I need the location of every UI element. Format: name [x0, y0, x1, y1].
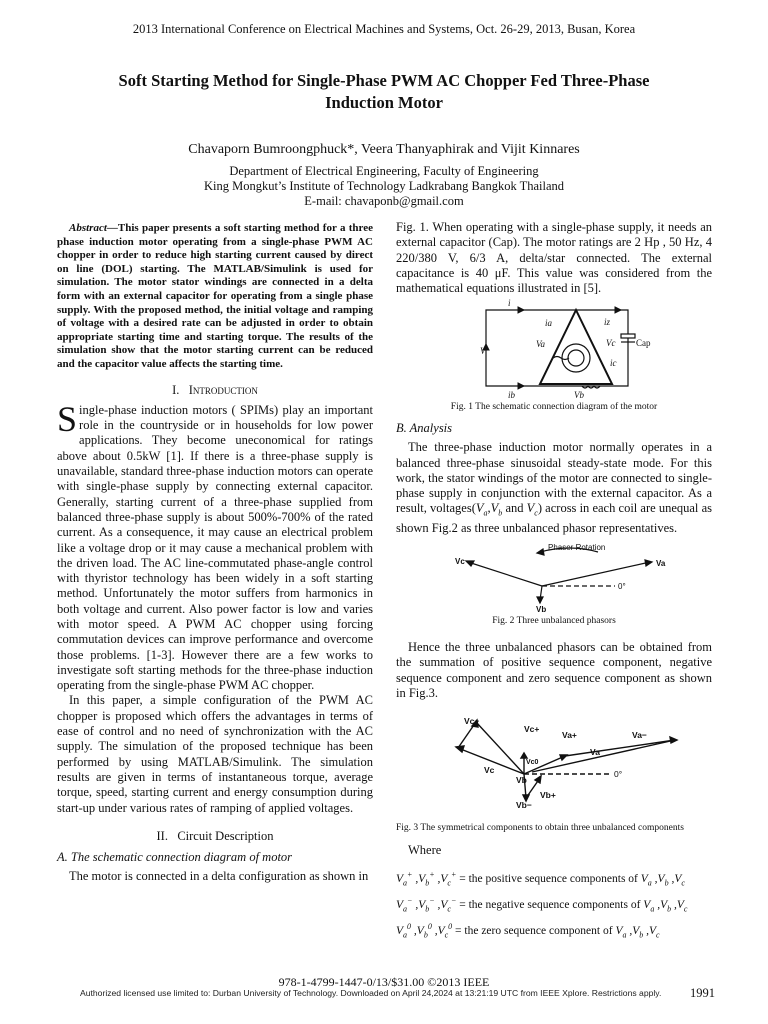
- fig2-label-va: Va: [656, 559, 666, 568]
- email[interactable]: E-mail: chavaponb@gmail.com: [304, 194, 464, 208]
- affiliation: [0, 164, 768, 209]
- fig3-va: Va: [590, 747, 600, 757]
- fig1-label-ia: ia: [545, 318, 553, 328]
- affil-line-1: Department of Electrical Engineering, Faculty of Engineering: [229, 164, 539, 178]
- subsection-a: A. The schematic connection diagram of motor: [57, 850, 293, 865]
- figure-1-caption: Fig. 1 The schematic connection diagram of the motor: [450, 402, 658, 412]
- abstract-text: This paper presents a soft starting method for a three phase induction motor operating from a single-phase PWM AC chopper in order to reduce high starting current caused by direct on line (DOL) starting. The MATLAB/Simulink is used for simulation. The motor stator windings are connected in a delta form with an external capacitor for operating from a single phase supply. With the proposed method, the initial voltage and ramping of voltage with a desired rate can be adjusted in order to obtain appropriate starting time and starting torque. The results of the simulation show that the motor starting current can be reduced and the capacitor value affects the starting time.: [57, 222, 373, 370]
- fig3-va-pos: Va+: [562, 730, 577, 740]
- motor-circle: [562, 344, 590, 372]
- affil-line-2: King Mongkut’s Institute of Technology Ladkrabang Bangkok Thailand: [203, 179, 565, 193]
- section-heading-circuit: II. Circuit Description: [156, 828, 274, 843]
- fig3-vc: Vc: [484, 765, 495, 775]
- fig2-phaser-rotation: Phaser Rotation: [548, 543, 606, 552]
- right-paragraph-3: Hence the three unbalanced phasors can be obtained from the summation of positive sequence component, negative sequence component and zero sequence component as shown in Fig.3.: [396, 640, 712, 700]
- fig1-label-ic: ic: [610, 358, 617, 368]
- title-line-1: Soft Starting Method for Single-Phase PWM AC Chopper Fed Three-Phase: [118, 71, 650, 90]
- paper-title: [60, 70, 708, 114]
- figure-3-symmetrical: [440, 710, 710, 820]
- footer-license: Authorized licensed use limited to: Durban University of Technology. Downloaded on April 24,2024 at 13:21:19 UTC from IEEE Xplore. Restrictions apply.: [80, 988, 662, 998]
- right-paragraph-2: The three-phase induction motor normally operates in a balanced three-phase sinusoidal steady-state mode. For this work, the stator windings of the motor are connected to single-phase supply in conjunction with the external capacitor. As a result, $voltages(V_a,V_b$ and $V_c$) across in each coil are unequal as shown Fig.2 as three unbalanced phasor representatives.: [396, 440, 712, 536]
- fig3-vb: Vb: [516, 775, 527, 785]
- page-number: 1991: [690, 986, 715, 1000]
- drop-cap: S: [57, 398, 78, 439]
- fig1-label-v: V: [480, 346, 486, 356]
- fig3-va-neg: Va−: [632, 730, 647, 740]
- fig1-label-vb: Vb: [574, 390, 584, 400]
- fig1-label-cap: Cap: [636, 338, 651, 348]
- right-column-analysis: [396, 421, 712, 537]
- authors: Chavaporn Bumroongphuck*, Veera Thanyaphirak and Vijit Kinnares: [188, 142, 580, 157]
- section-heading-intro: I. Introduction: [172, 382, 258, 397]
- where-label: Where: [408, 843, 442, 857]
- fig3-vb-pos: Vb+: [540, 790, 556, 800]
- fig3-zero: 0°: [614, 769, 623, 779]
- fig3-vc0: Vc0: [526, 759, 539, 766]
- figure-3-caption: Fig. 3 The symmetrical components to obtain three unbalanced components: [396, 823, 684, 833]
- right-paragraph-1: Fig. 1. When operating with a single-phase supply, it needs an external capacitor (Cap). The motor ratings are 2 Hp , 50 Hz, 4 220/380 V, 6/3 A, delta/star connected. The external capacitance is 40 μF. This value was considered from the mathematical equations illustrated in [5].: [396, 220, 712, 296]
- fig2-label-vb: Vb: [536, 605, 547, 614]
- conference-header: 2013 International Conference on Electrical Machines and Systems, Oct. 26-29, 2013, Busan, Korea: [132, 22, 636, 36]
- fig2-label-vc: Vc: [455, 557, 465, 566]
- fig1-label-vc: Vc: [606, 338, 616, 348]
- fig1-label-i: i: [508, 298, 511, 308]
- fig3-vb-neg: Vb−: [516, 800, 532, 810]
- figure-2-caption: Fig. 2 Three unbalanced phasors: [492, 616, 616, 626]
- intro-paragraph-1: Single-phase induction motors ( SPIMs) play an important role in the countryside or in households for low power applications. They become uneconomical for ratings above about 0.5kW [1]. If there is a three-phase supply is unavailable, standard three-phase induction motors can operate with single-phase supply by connecting external capacitor. Generally, starting current of a three-phase supplied from balanced three-phase supply is about 500%-700% of the rated current. As a consequence, it may cause an electrical problem like a voltage drop or it may cause a mechanical problem with the driven load. The AC line-commutated phase-angle control with thyristor technology has been widely in a soft starting method. Unfortunately the motor suffers from harmonics in both voltage and current. Also power factor is low and varies with motor speed. A PWM AC chopper using forcing commutation devices can improve performance and overcome those problems. [1-3]. However there are a few works to investigate soft starting methods for the three-phase induction operating from the single-phase PWM AC chopper.: [57, 398, 373, 693]
- def-zero: $V_a^0$ $,V_b^0$ $,V_c^0$ = the zero sequence component of $V_a$ $,V_b$ $,V_c$: [396, 922, 660, 940]
- right-column-p3: [396, 640, 712, 701]
- intro-paragraph-2: In this paper, a simple configuration of the PWM AC chopper is proposed which offers the advantages in terms of ease of control and no need of synchronization with the AC supply. The simulation of the proposed technique has been performed by using MATLAB/Simulink. The simulation results are given in terms of instantaneous torque, average torque, speed, starting current and energy consumption during start-up under various rates of ramping of applied voltages.: [57, 693, 373, 815]
- abstract-label: Abstract—: [69, 222, 118, 234]
- def-positive: $V_a^+$ $,V_b^+$ $,V_c^+$ = the positive sequence components of $V_a$ $,V_b$ $,V_c$: [396, 870, 685, 888]
- left-column: [57, 222, 373, 885]
- sequence-definitions: [396, 866, 716, 944]
- subsection-b: B. Analysis: [396, 421, 453, 435]
- fig2-label-zero: 0°: [618, 582, 626, 591]
- fig1-label-iz: iz: [604, 317, 611, 327]
- def-negative: $V_a^-$ $,V_b^-$ $,V_c^-$ = the negative sequence components of $V_a$ $,V_b$ $,V_c$: [396, 896, 688, 914]
- capacitor-plate: [621, 334, 635, 338]
- title-line-2: Induction Motor: [325, 93, 443, 112]
- right-column-top: [396, 220, 712, 296]
- figure-2-phasors: [450, 540, 680, 615]
- footer-isbn: 978-1-4799-1447-0/13/$31.00 ©2013 IEEE: [278, 975, 490, 989]
- figure-1-circuit: [478, 298, 658, 400]
- fig1-label-ib: ib: [508, 390, 516, 400]
- fig3-vc-pos: Vc+: [524, 724, 540, 734]
- abstract: [57, 222, 373, 372]
- fig3-vc-neg: Vc−: [464, 716, 480, 726]
- fig1-label-va: Va: [536, 339, 545, 349]
- circuit-paragraph-1: The motor is connected in a delta configuration as shown in: [69, 869, 369, 884]
